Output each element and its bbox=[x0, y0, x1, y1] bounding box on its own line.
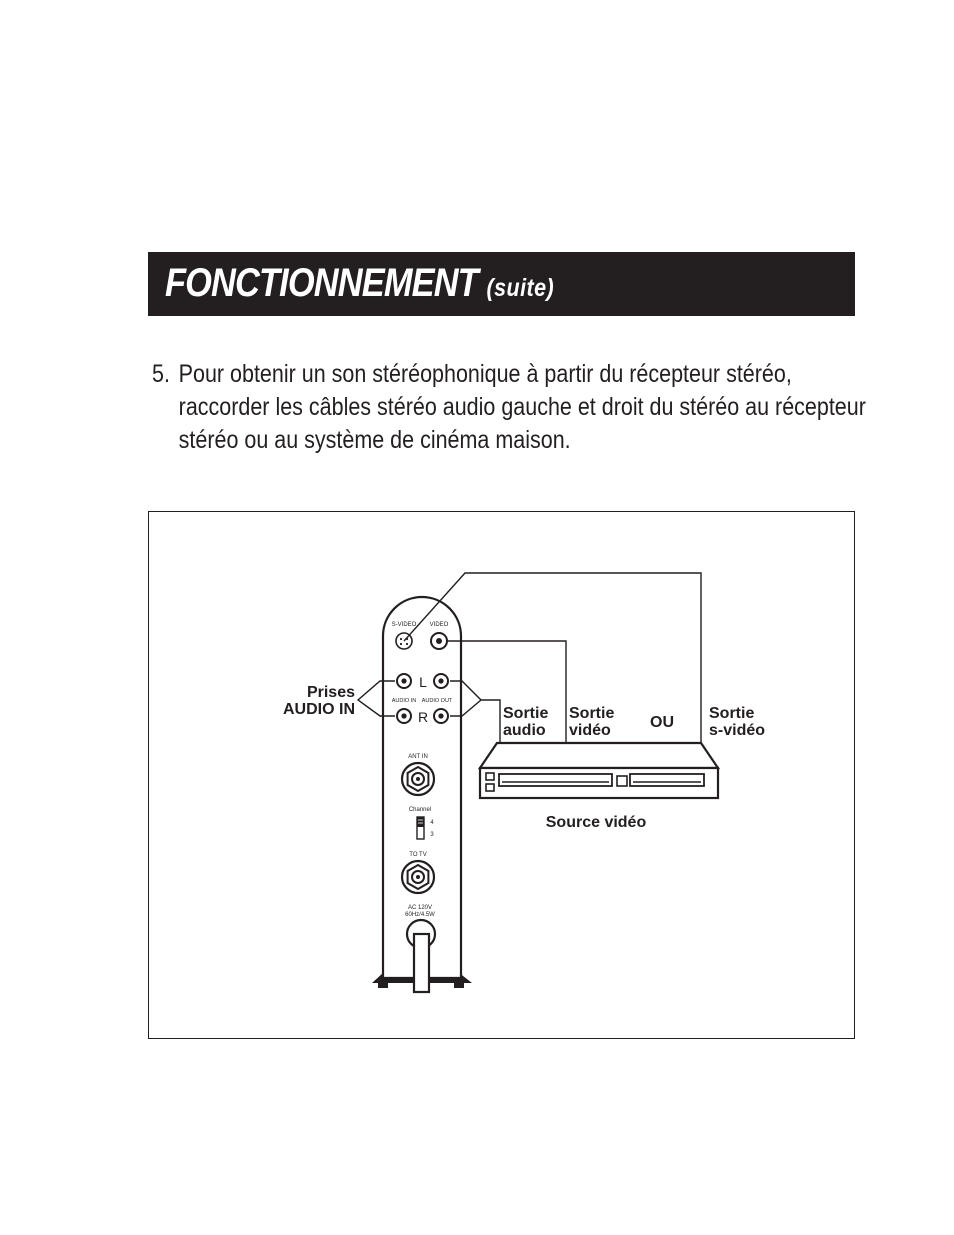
step-number: 5. bbox=[152, 360, 170, 388]
prises-label-line-2: AUDIO IN bbox=[283, 701, 355, 718]
ant-in-connector bbox=[402, 763, 434, 795]
channel-3-label: 3 bbox=[430, 832, 434, 838]
sortie-video-line-1: Sortie bbox=[569, 705, 615, 722]
audio-in-label: AUDIO IN bbox=[391, 698, 417, 704]
audio-in-right-jack bbox=[397, 709, 411, 723]
video-label: VIDEO bbox=[429, 622, 449, 628]
sortie-video-line-2: vidéo bbox=[569, 722, 611, 739]
audio-in-left-jack bbox=[397, 674, 411, 688]
video-source-device bbox=[480, 743, 718, 798]
ac-rating-line-2: 60Hz/4.5W bbox=[405, 912, 435, 918]
audio-out-right-jack bbox=[434, 709, 448, 723]
prises-label-line-1: Prises bbox=[306, 684, 355, 701]
channel-4-label: 4 bbox=[430, 820, 434, 826]
audio-out-label: AUDIO OUT bbox=[421, 698, 453, 704]
to-tv-connector bbox=[402, 861, 434, 893]
ac-rating-line-1: AC 120V bbox=[407, 905, 433, 911]
left-channel-label: L bbox=[419, 674, 427, 690]
ant-in-label: ANT IN bbox=[408, 754, 428, 760]
right-channel-label: R bbox=[417, 709, 429, 725]
s-video-label: S-VIDEO bbox=[391, 622, 417, 628]
step-line-1: Pour obtenir un son stéréophonique à partir du récepteur stéréo, bbox=[178, 360, 792, 388]
step-line-2: raccorder les câbles stéréo audio gauche et droit du stéréo au récepteur bbox=[178, 393, 866, 421]
channel-switch bbox=[417, 817, 424, 839]
sortie-audio-line-2: audio bbox=[503, 722, 546, 739]
sortie-audio-line-1: Sortie bbox=[503, 705, 549, 722]
source-video-label: Source vidéo bbox=[545, 814, 647, 831]
step-line-3: stéréo ou au système de cinéma maison. bbox=[178, 426, 571, 454]
video-jack bbox=[431, 633, 447, 649]
to-tv-label: TO TV bbox=[409, 852, 427, 858]
section-title-sub: (suite) bbox=[486, 274, 555, 302]
sortie-svideo-line-2: s-vidéo bbox=[709, 722, 766, 739]
ou-label: OU bbox=[650, 714, 674, 731]
section-title-main: FONCTIONNEMENT bbox=[165, 261, 478, 305]
sortie-svideo-line-1: Sortie bbox=[709, 705, 755, 722]
channel-label: Channel bbox=[408, 807, 432, 813]
audio-out-left-jack bbox=[434, 674, 448, 688]
